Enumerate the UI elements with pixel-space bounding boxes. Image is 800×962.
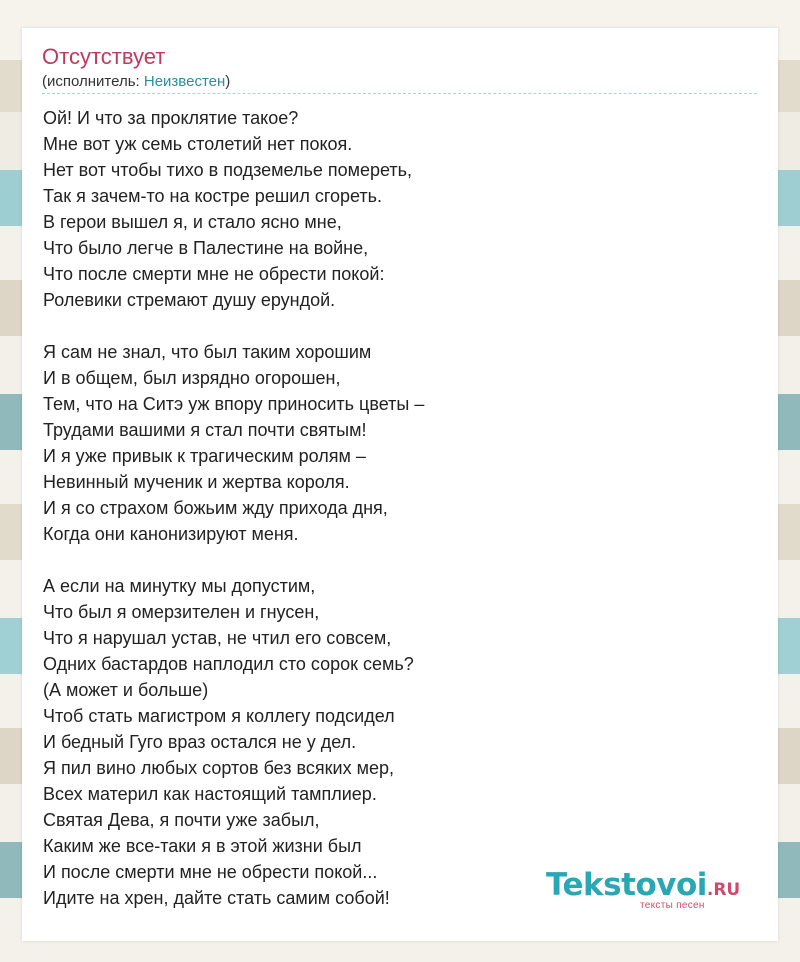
performer-line <box>42 73 230 91</box>
logo-text: Tekstovoi <box>546 867 707 903</box>
lyrics-line: Чтоб стать магистром я коллегу подсидел <box>43 706 395 726</box>
lyrics-text <box>43 105 763 937</box>
lyrics-line: Что был я омерзителен и гнусен, <box>43 602 320 622</box>
lyrics-line: В герои вышел я, и стало ясно мне, <box>43 212 342 232</box>
lyrics-line: Всех материл как настоящий тамплиер. <box>43 784 377 804</box>
lyrics-line: Я сам не знал, что был таким хорошим <box>43 342 372 362</box>
lyrics-line: Тем, что на Ситэ уж впору приносить цветы – <box>43 394 425 414</box>
lyrics-verse <box>43 105 763 313</box>
lyrics-line: Что после смерти мне не обрести покой: <box>43 264 385 284</box>
lyrics-verse <box>43 573 763 911</box>
lyrics-line: И после смерти мне не обрести покой... <box>43 862 378 882</box>
lyrics-line: Мне вот уж семь столетий нет покоя. <box>43 134 353 154</box>
lyrics-line: И я уже привык к трагическим ролям – <box>43 446 366 466</box>
lyrics-line: Одних бастардов наплодил сто сорок семь? <box>43 654 414 674</box>
logo-tagline: тексты песен <box>640 900 705 911</box>
lyrics-line: Нет вот чтобы тихо в подземелье помереть, <box>43 160 413 180</box>
performer-link[interactable]: Неизвестен <box>143 73 226 90</box>
lyrics-line: (А может и больше) <box>43 680 209 700</box>
logo-suffix: .RU <box>706 880 741 900</box>
lyrics-line: Трудами вашими я стал почти святым! <box>43 420 367 440</box>
lyrics-line: Идите на хрен, дайте стать самим собой! <box>43 888 390 908</box>
lyrics-line: Святая Дева, я почти уже забыл, <box>43 810 320 830</box>
lyrics-line: Когда они канонизируют меня. <box>43 524 299 544</box>
performer-suffix: ) <box>225 73 231 90</box>
lyrics-line: Что было легче в Палестине на войне, <box>43 238 369 258</box>
lyrics-line: Что я нарушал устав, не чтил его совсем, <box>43 628 392 648</box>
lyrics-line: Ролевики стремают душу ерундой. <box>43 290 336 310</box>
lyrics-line: А если на минутку мы допустим, <box>43 576 316 596</box>
lyrics-line: Я пил вино любых сортов без всяких мер, <box>43 758 394 778</box>
lyrics-line: Так я зачем-то на костре решил сгореть. <box>43 186 383 206</box>
title-divider <box>42 93 757 94</box>
lyrics-line: Каким же все-таки я в этой жизни был <box>43 836 362 856</box>
lyrics-line: И я со страхом божьим жду прихода дня, <box>43 498 388 518</box>
lyrics-verse <box>43 339 763 547</box>
lyrics-card <box>22 28 778 941</box>
lyrics-line: Ой! И что за проклятие такое? <box>43 108 299 128</box>
lyrics-line: Невинный мученик и жертва короля. <box>43 472 350 492</box>
song-title: Отсутствует <box>42 44 166 69</box>
performer-prefix: (исполнитель: <box>42 73 144 90</box>
lyrics-line: И бедный Гуго враз остался не у дел. <box>43 732 357 752</box>
lyrics-line: И в общем, был изрядно огорошен, <box>43 368 341 388</box>
